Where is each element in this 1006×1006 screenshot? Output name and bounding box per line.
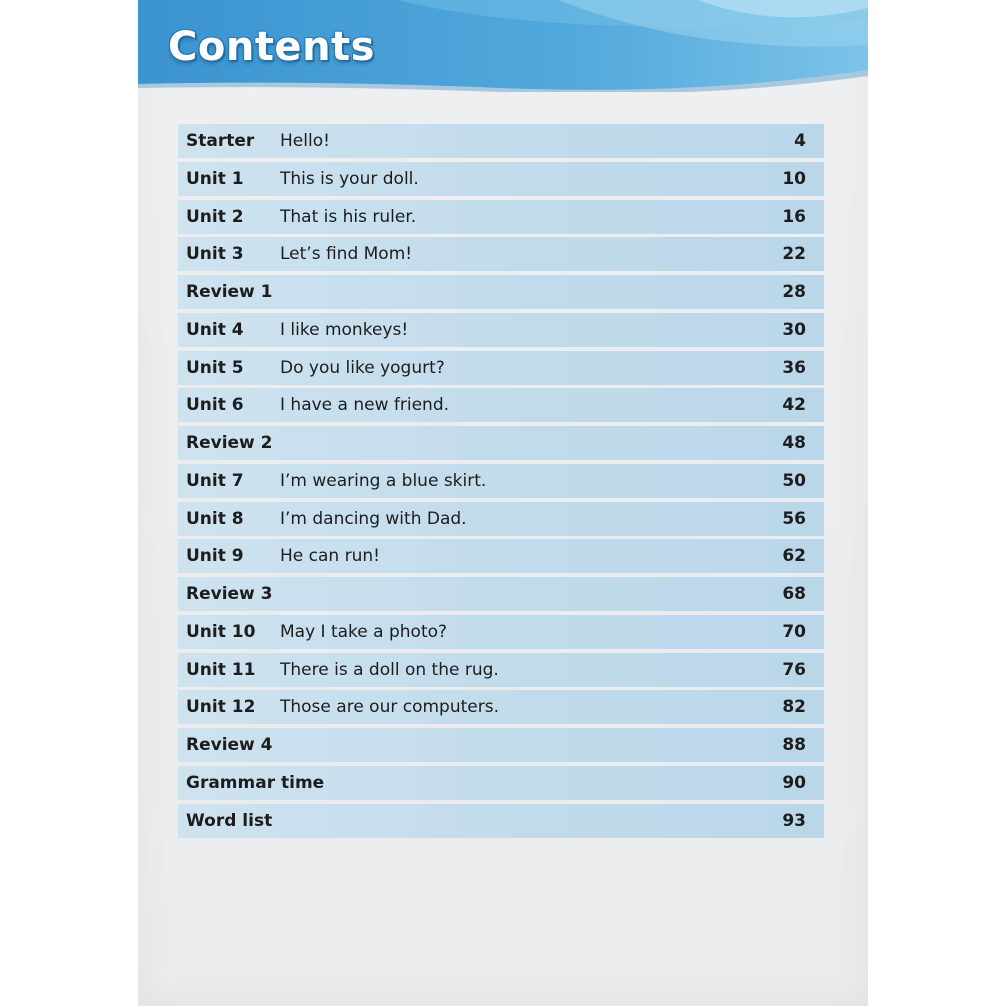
toc-page-number: 70 xyxy=(782,621,806,642)
header-banner xyxy=(138,0,868,92)
toc-page-number: 62 xyxy=(782,546,806,567)
toc-page-number: 56 xyxy=(782,508,806,529)
toc-page-number: 48 xyxy=(782,433,806,453)
toc-row xyxy=(178,464,824,498)
toc-page-number: 22 xyxy=(782,244,806,265)
toc-row xyxy=(178,728,824,762)
toc-row xyxy=(178,502,824,536)
toc-page-number: 82 xyxy=(782,697,806,718)
toc-row xyxy=(178,313,824,347)
toc-page-number: 88 xyxy=(782,735,806,755)
page-title: Contents xyxy=(168,24,375,70)
toc-row xyxy=(178,124,824,158)
toc-page-number: 50 xyxy=(782,470,806,491)
toc-row xyxy=(178,426,824,460)
toc-section-label: Unit 6 xyxy=(186,395,244,416)
toc-section-title: There is a doll on the rug. xyxy=(280,659,499,680)
toc-section-title: He can run! xyxy=(280,546,380,567)
toc-page-number: 28 xyxy=(782,282,806,302)
toc-row xyxy=(178,766,824,800)
toc-row xyxy=(178,615,824,649)
toc-section-title: Let’s find Mom! xyxy=(280,244,413,265)
toc-page-number: 68 xyxy=(782,584,806,604)
toc-page-number: 10 xyxy=(782,168,806,189)
toc-section-title: May I take a photo? xyxy=(280,621,448,642)
background-right xyxy=(868,0,1006,1006)
toc-page-number: 30 xyxy=(782,319,806,340)
toc-section-title: This is your doll. xyxy=(280,168,419,189)
toc-page-number: 16 xyxy=(782,206,806,227)
toc-section-title: That is his ruler. xyxy=(280,206,417,227)
toc-row xyxy=(178,351,824,385)
toc-page-number: 93 xyxy=(782,810,806,831)
toc-section-title: I’m wearing a blue skirt. xyxy=(280,470,487,491)
toc-section-label: Grammar time xyxy=(186,772,325,793)
book-page xyxy=(138,0,868,1006)
toc-section-label: Unit 10 xyxy=(186,621,256,642)
toc-section-label: Review 4 xyxy=(186,735,273,755)
toc-row xyxy=(178,237,824,271)
toc-row xyxy=(178,804,824,838)
toc-section-label: Unit 3 xyxy=(186,244,244,265)
toc-row xyxy=(178,388,824,422)
toc-row xyxy=(178,275,824,309)
toc-section-label: Word list xyxy=(186,810,273,831)
toc-page-number: 42 xyxy=(782,395,806,416)
toc-row xyxy=(178,653,824,687)
toc-page-number: 76 xyxy=(782,659,806,680)
toc-section-label: Unit 5 xyxy=(186,357,244,378)
background-left xyxy=(0,0,138,1006)
toc-section-label: Unit 9 xyxy=(186,546,244,567)
toc-section-label: Unit 4 xyxy=(186,319,244,340)
toc-section-title: I have a new friend. xyxy=(280,395,450,416)
toc-section-label: Review 3 xyxy=(186,584,273,604)
toc-row xyxy=(178,539,824,573)
toc-row xyxy=(178,577,824,611)
toc-section-label: Review 2 xyxy=(186,433,273,453)
toc-row xyxy=(178,200,824,234)
toc-section-title: I like monkeys! xyxy=(280,319,409,340)
toc-page-number: 36 xyxy=(782,357,806,378)
toc-section-label: Unit 12 xyxy=(186,697,256,718)
toc-section-title: Hello! xyxy=(280,131,330,151)
toc-section-label: Starter xyxy=(186,131,255,151)
toc-section-label: Review 1 xyxy=(186,282,273,302)
toc-row xyxy=(178,162,824,196)
toc-section-label: Unit 1 xyxy=(186,168,244,189)
toc-section-label: Unit 2 xyxy=(186,206,244,227)
toc-page-number: 90 xyxy=(782,772,806,793)
toc-section-title: I’m dancing with Dad. xyxy=(280,508,467,529)
toc-section-title: Do you like yogurt? xyxy=(280,357,445,378)
toc-section-label: Unit 8 xyxy=(186,508,244,529)
toc-section-title: Those are our computers. xyxy=(280,697,499,718)
toc-row xyxy=(178,690,824,724)
toc-page-number: 4 xyxy=(794,131,806,151)
toc-section-label: Unit 7 xyxy=(186,470,244,491)
toc-section-label: Unit 11 xyxy=(186,659,256,680)
table-of-contents xyxy=(178,124,824,841)
